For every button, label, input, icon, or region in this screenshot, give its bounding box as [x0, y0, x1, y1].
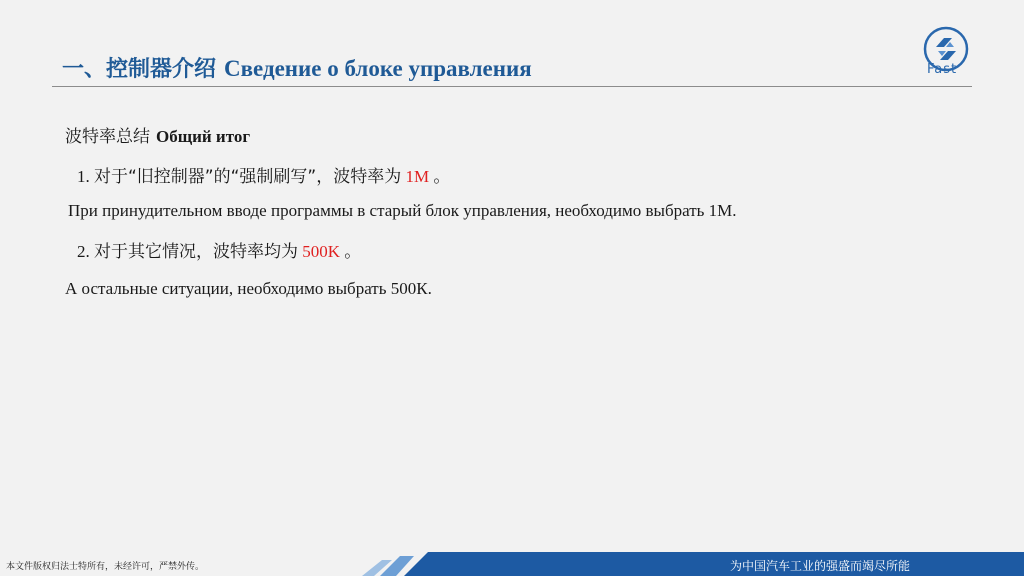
footer-slogan: 为中国汽车工业的强盛而竭尽所能 [730, 559, 911, 573]
item-1-number: 1. [77, 167, 90, 186]
item-2-translation: А остальные ситуации, необходимо выбрать 500К. [65, 279, 432, 298]
section-heading-ru: Общий итог [156, 127, 251, 146]
section-heading-zh: 波特率总结 [65, 127, 150, 147]
item-1-translation: При принудительном вводе программы в старый блок управления, необходимо выбрать 1М. [68, 201, 737, 220]
section-heading [65, 122, 250, 147]
item-2-value: 500K [302, 242, 341, 261]
list-item-1 [77, 162, 450, 187]
copyright-notice: 本文件版权归法士特所有，未经许可，严禁外传。 [6, 562, 205, 572]
item-2-text: 对于其它情况，波特率均为 [94, 242, 298, 262]
item-1-end: 。 [433, 167, 451, 187]
page-title [62, 52, 532, 83]
page-title-ru: Сведение о блоке управления [224, 56, 532, 81]
logo-text: Fast [927, 62, 958, 77]
item-2-number: 2. [77, 242, 90, 261]
item-2-end: 。 [344, 242, 362, 262]
list-item-2 [77, 237, 361, 262]
item-1-value: 1M [405, 167, 430, 186]
page-title-zh: 一、控制器介绍 [62, 57, 217, 82]
title-divider [52, 86, 972, 87]
item-1-text: 对于“旧控制器”的“强制刷写”，波特率为 [94, 167, 402, 187]
